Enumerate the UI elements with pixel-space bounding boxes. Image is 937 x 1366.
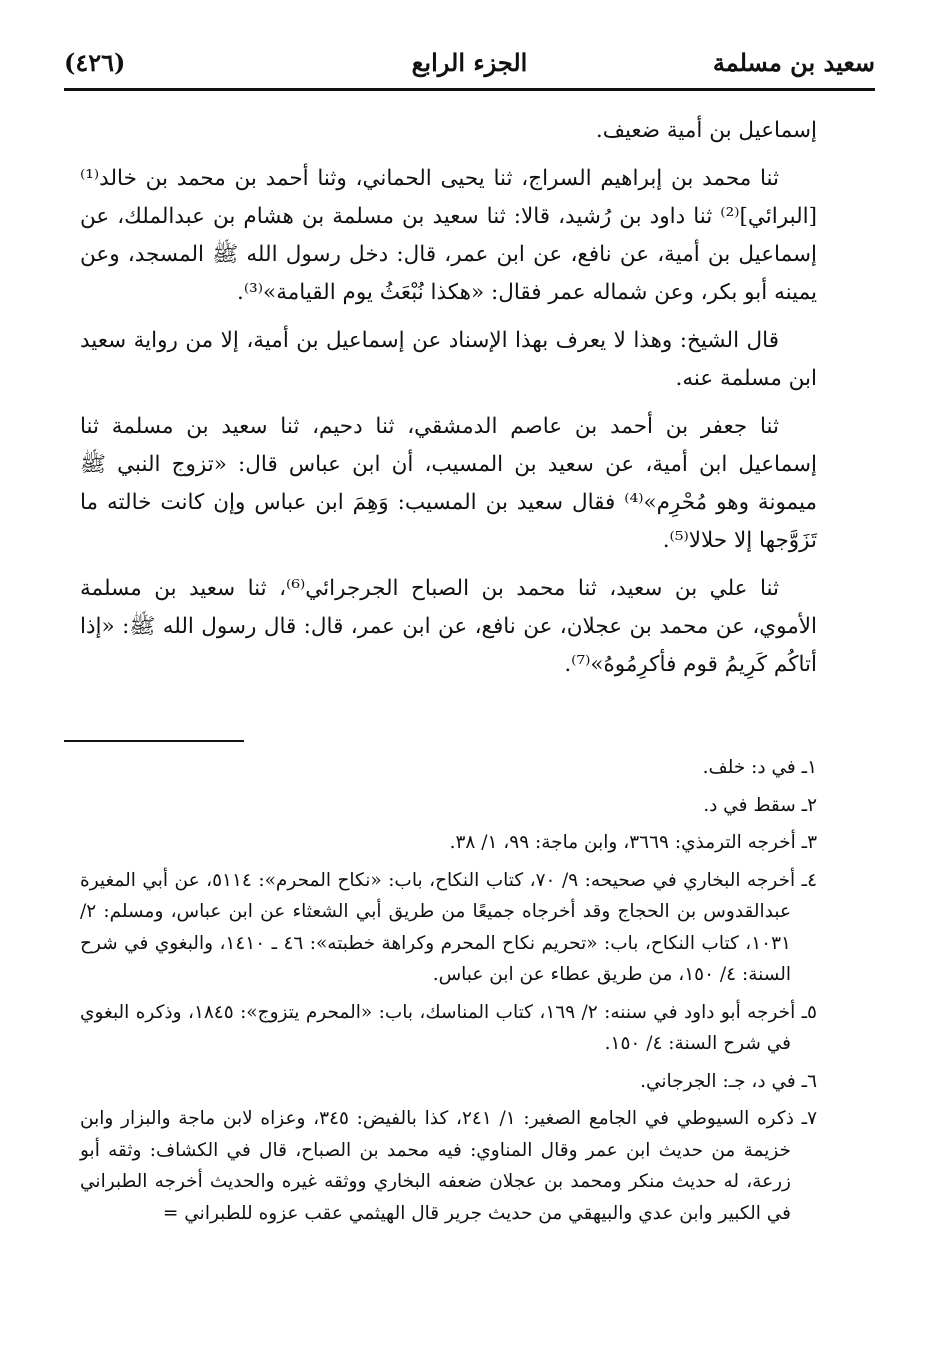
- header-rule: [64, 88, 875, 91]
- footnote-1: ١ـ في د: خلف.: [702, 757, 817, 778]
- paragraph-5: ثنا علي بن سعيد، ثنا محمد بن الصباح الجرجرائي⁽⁶⁾، ثنا سعيد بن مسلمة الأموي، عن محمد بن عجلان، عن نافع، عن ابن عمر، قال: قال رسول الله ﷺ: «إذا أتاكُم كَرِيمُ قوم فأكرِمُوهُ»⁽⁷⁾.: [80, 576, 817, 677]
- paragraph-4: ثنا جعفر بن أحمد بن عاصم الدمشقي، ثنا دحيم، ثنا سعيد بن مسلمة ثنا إسماعيل ابن أمية، عن سعيد بن المسيب، أن ابن عباس قال: «تزوج النبي ﷺ ميمونة وهو مُحْرِم»⁽⁴⁾ فقال سعيد بن المسيب: وَهِمَ ابن عباس وإن كانت خالته ما تَزَوَّجها إلا حلالا⁽⁵⁾.: [80, 414, 817, 553]
- paragraph-2: ثنا محمد بن إبراهيم السراج، ثنا يحيى الحماني، وثنا أحمد بن محمد بن خالد⁽¹⁾ [البرائي]⁽²⁾ ثنا داود بن رُشيد، قالا: ثنا سعيد بن مسلمة بن هشام بن عبدالملك، عن إسماعيل بن أمية، عن نافع، عن ابن عمر، قال: دخل رسول الله ﷺ المسجد، وعن يمينه أبو بكر، وعن شماله عمر فقال: «هكذا نُبْعَثُ يوم القيامة»⁽³⁾.: [80, 166, 817, 305]
- footnote-7: ٧ـ ذكره السيوطي في الجامع الصغير: ١/ ٢٤١، كذا بالفيض: ٣٤٥، وعزاه لابن ماجة والبزار وابن خزيمة من حديث ابن عمر وقال المناوي: فيه محمد بن الصباح، قال في الكشاف: وثقه أبو زرعة، له حديث منكر ومحمد بن عجلان ضعفه البخاري ووثقه غيره والحديث أخرجه الطبراني في الكبير وابن عدي والبيهقي من حديث جرير قال الهيثمي عقب عزوه للطبراني =: [80, 1108, 818, 1224]
- paragraph-3: قال الشيخ: وهذا لا يعرف بهذا الإسناد عن إسماعيل بن أمية، إلا من رواية سعيد ابن مسلمة عنه.: [80, 328, 817, 391]
- footnote-separator: [64, 740, 244, 742]
- page-number: (٤٢٦): [64, 48, 126, 77]
- footnote-4: ٤ـ أخرجه البخاري في صحيحه: ٩/ ٧٠، كتاب النكاح، باب: «نكاح المحرم»: ٥١١٤، عن أبي المغيرة عبدالقدوس بن الحجاج وقد أخرجاه جميعًا من طريق أبي الشعثاء عن ابن عباس، ومسلم: ٢/ ١٠٣١، كتاب النكاح، باب: «تحريم نكاح المحرم وكراهة خطبته»: ٤٦ ـ ١٤١٠، والبغوي في شرح السنة: ٤/ ١٥٠، من طريق عطاء عن ابن عباس.: [80, 869, 817, 985]
- footnote-2: ٢ـ سقط في د.: [703, 794, 817, 816]
- paragraph-1: إسماعيل بن أمية ضعيف.: [595, 118, 817, 143]
- volume-title: الجزء الرابع: [411, 48, 528, 77]
- main-text: [80, 112, 817, 694]
- footnotes: [80, 752, 817, 1235]
- running-title: سعيد بن مسلمة: [712, 48, 875, 77]
- footnote-6: ٦ـ في د، جـ: الجرجاني.: [640, 1070, 817, 1092]
- footnote-5: ٥ـ أخرجه أبو داود في سننه: ٢/ ١٦٩، كتاب المناسك، باب: «المحرم يتزوج»: ١٨٤٥، وذكره البغوي في شرح السنة: ٤/ ١٥٠.: [80, 1001, 817, 1054]
- page-header: [64, 44, 875, 84]
- footnote-3: ٣ـ أخرجه الترمذي: ٣٦٦٩، وابن ماجة: ٩٩، ١/ ٣٨.: [449, 832, 817, 853]
